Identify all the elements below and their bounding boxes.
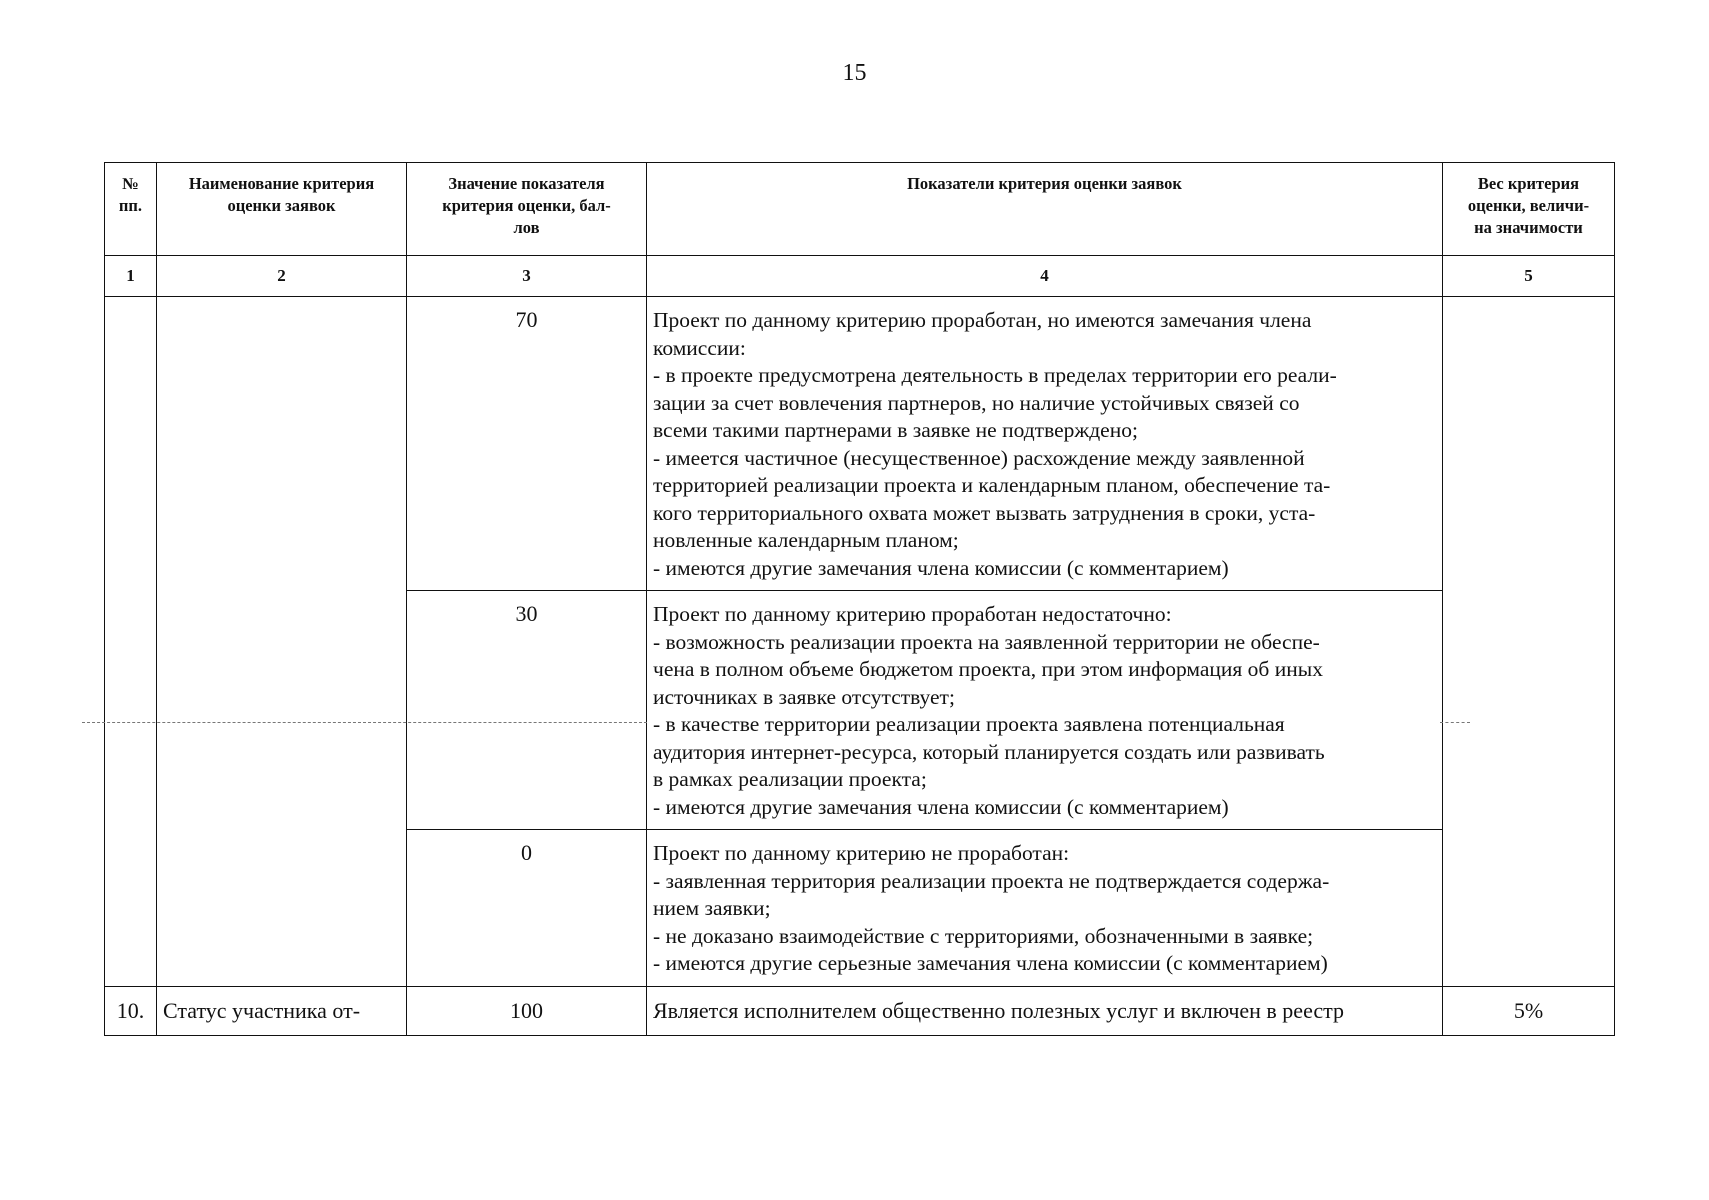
header-score-value: Значение показателя критерия оценки, бал- лов — [407, 163, 647, 256]
column-number: 1 — [105, 256, 157, 297]
column-number: 5 — [1443, 256, 1615, 297]
description-line: чена в полном объеме бюджетом проекта, при этом информация об иных — [653, 657, 1323, 681]
criterion-weight: 5% — [1443, 986, 1615, 1035]
empty-number-cell — [105, 297, 157, 987]
header-indicators: Показатели критерия оценки заявок — [647, 163, 1443, 256]
description-line: Проект по данному критерию проработан, но имеются замечания члена — [653, 308, 1312, 332]
description-line: нием заявки; — [653, 896, 771, 920]
criteria-table — [104, 162, 1615, 1036]
description-line: всеми такими партнерами в заявке не подтверждено; — [653, 418, 1138, 442]
empty-weight-cell — [1443, 297, 1615, 987]
score-value: 100 — [407, 986, 647, 1035]
description-line: Проект по данному критерию проработан недостаточно: — [653, 602, 1172, 626]
description-line: кого территориального охвата может вызвать затруднения в сроки, уста- — [653, 500, 1316, 525]
description-line: - возможность реализации проекта на заявленной территории не обеспе- — [653, 629, 1320, 654]
description-line: - не доказано взаимодействие с территориями, обозначенными в заявке; — [653, 923, 1314, 948]
description-line: новленные календарным планом; — [653, 528, 959, 552]
description-line: - в проекте предусмотрена деятельность в пределах территории его реали- — [653, 363, 1337, 387]
description-line: в рамках реализации проекта; — [653, 767, 927, 791]
table-row — [105, 986, 1615, 1035]
header-number: № пп. — [105, 163, 157, 256]
description-line: источниках в заявке отсутствует; — [653, 684, 955, 709]
column-number: 3 — [407, 256, 647, 297]
score-description: Является исполнителем общественно полезных услуг и включен в реестр — [647, 986, 1443, 1035]
score-value: 70 — [407, 297, 647, 591]
page-number: 15 — [842, 60, 867, 86]
score-value: 30 — [407, 591, 647, 830]
description-line: - имеются другие замечания члена комиссии (с комментарием) — [653, 555, 1229, 580]
scan-artifact-line — [82, 722, 647, 723]
criterion-number: 10. — [105, 986, 157, 1035]
description-line: - в качестве территории реализации проекта заявлена потенциальная — [653, 712, 1285, 736]
score-value: 0 — [407, 830, 647, 987]
empty-name-cell — [157, 297, 407, 987]
column-number-row — [105, 256, 1615, 297]
scan-artifact-line — [1440, 722, 1470, 723]
description-line: Проект по данному критерию не проработан: — [653, 841, 1070, 865]
header-criterion-name: Наименование критерия оценки заявок — [157, 163, 407, 256]
column-number: 4 — [647, 256, 1443, 297]
table-row — [105, 297, 1615, 591]
score-description — [647, 830, 1443, 987]
description-line: комиссии: — [653, 335, 746, 360]
score-description — [647, 297, 1443, 591]
description-line: территорией реализации проекта и календарным планом, обеспечение та- — [653, 473, 1331, 497]
description-line: - имеется частичное (несущественное) расхождение между заявленной — [653, 445, 1305, 470]
description-line: аудитория интернет-ресурса, который планируется создать или развивать — [653, 739, 1325, 764]
description-line: зации за счет вовлечения партнеров, но наличие устойчивых связей со — [653, 390, 1300, 415]
description-line: - заявленная территория реализации проекта не подтверждается содержа- — [653, 868, 1330, 893]
description-line: - имеются другие серьезные замечания члена комиссии (с комментарием) — [653, 951, 1328, 975]
header-row — [105, 163, 1615, 256]
criterion-name: Статус участника от- — [157, 986, 407, 1035]
column-number: 2 — [157, 256, 407, 297]
score-description — [647, 591, 1443, 830]
header-weight: Вес критерия оценки, величи- на значимости — [1443, 163, 1615, 256]
description-line: - имеются другие замечания члена комиссии (с комментарием) — [653, 794, 1229, 819]
